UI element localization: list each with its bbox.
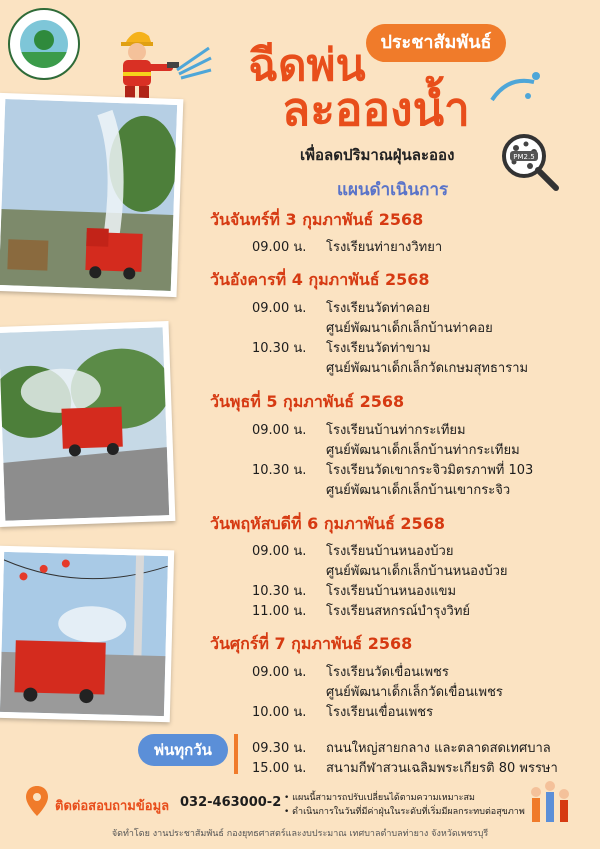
pm25-label: PM2.5 <box>513 153 535 161</box>
contact-phone: 032-463000-2 <box>180 795 282 810</box>
schedule-time: 09.00 น. <box>252 665 307 680</box>
schedule-time: 10.30 น. <box>252 584 307 599</box>
note-item: • ดำเนินการในวันที่มีค่าฝุ่นในระดับที่เริ่มมีผลกระทบต่อสุขภาพ <box>284 807 525 817</box>
people-illustration-icon <box>528 780 578 824</box>
tree-icon <box>34 30 54 50</box>
day-heading-tuesday: วันอังคารที่ 4 กุมภาพันธ์ 2568 <box>210 270 430 289</box>
title-mist: ละอองน้ำ <box>282 82 470 136</box>
plan-title: แผนดำเนินการ <box>337 180 449 200</box>
schedule-time: 09.00 น. <box>252 301 307 316</box>
schedule-place: ศูนย์พัฒนาเด็กเล็กบ้านหนองบ้วย <box>326 564 508 579</box>
daily-time: 15.00 น. <box>252 761 307 776</box>
schedule-time: 11.00 น. <box>252 604 307 619</box>
day-heading-wednesday: วันพุธที่ 5 กุมภาพันธ์ 2568 <box>210 392 405 411</box>
footer-credit: จัดทำโดย งานประชาสัมพันธ์ กองยุทธศาสตร์และงบประมาณ เทศบาลตำบลท่ายาง จังหวัดเพชรบุรี <box>111 829 489 839</box>
schedule-time: 09.00 น. <box>252 240 307 255</box>
note-item: • แผนนี้สามารถปรับเปลี่ยนได้ตามความเหมาะสม <box>284 793 475 803</box>
daily-spray-badge: พ่นทุกวัน <box>138 734 228 766</box>
schedule-place: โรงเรียนวัดเขากระจิวมิตรภาพที่ 103 <box>326 463 534 478</box>
schedule-place: โรงเรียนบ้านหนองบ้วย <box>326 544 454 559</box>
note-text: แผนนี้สามารถปรับเปลี่ยนได้ตามความเหมาะสม <box>292 793 475 803</box>
firefighter-illustration <box>105 22 185 100</box>
day-heading-monday: วันจันทร์ที่ 3 กุมภาพันธ์ 2568 <box>210 210 424 229</box>
daily-divider <box>234 734 238 774</box>
schedule-place: โรงเรียนเขื่อนเพชร <box>326 705 434 720</box>
schedule-place: โรงเรียนวัดท่าขาม <box>326 341 431 356</box>
daily-place: ถนนใหญ่สายกลาง และตลาดสดเทศบาล <box>326 741 551 756</box>
water-splash-icon <box>488 66 544 110</box>
schedule-place: ศูนย์พัฒนาเด็กเล็กบ้านท่ากระเทียม <box>326 443 520 458</box>
schedule-time: 10.30 น. <box>252 341 307 356</box>
schedule-place: โรงเรียนสหกรณ์บำรุงวิทย์ <box>326 604 471 619</box>
logo-emblem <box>20 20 68 68</box>
contact-label: ติดต่อสอบถามข้อมูล <box>55 799 170 814</box>
day-heading-thursday: วันพฤหัสบดีที่ 6 กุมภาพันธ์ 2568 <box>210 514 445 533</box>
water-spray-icon <box>175 42 215 82</box>
schedule-place: ศูนย์พัฒนาเด็กเล็กบ้านท่าคอย <box>326 321 493 336</box>
logo-ground <box>20 52 68 68</box>
location-pin-icon <box>26 786 48 816</box>
subtitle: เพื่อลดปริมาณฝุ่นละออง <box>300 146 455 164</box>
promo-badge: ประชาสัมพันธ์ <box>366 24 506 62</box>
photo-spray-truck-3 <box>0 546 174 723</box>
schedule-time: 09.00 น. <box>252 423 307 438</box>
daily-time: 09.30 น. <box>252 741 307 756</box>
schedule-place: โรงเรียนวัดเขื่อนเพชร <box>326 665 449 680</box>
schedule-place: ศูนย์พัฒนาเด็กเล็กวัดเกษมสุทธาราม <box>326 361 529 376</box>
daily-place: สนามกีฬาสวนเฉลิมพระเกียรติ 80 พรรษา <box>326 761 558 776</box>
photo-spray-truck-1 <box>0 93 183 297</box>
photo-spray-truck-2 <box>0 321 175 527</box>
note-text: ดำเนินการในวันที่มีค่าฝุ่นในระดับที่เริ่มมีผลกระทบต่อสุขภาพ <box>292 807 525 817</box>
schedule-time: 10.30 น. <box>252 463 307 478</box>
schedule-place: โรงเรียนบ้านหนองแขม <box>326 584 457 599</box>
schedule-place: โรงเรียนบ้านท่ากระเทียม <box>326 423 466 438</box>
municipality-logo <box>8 8 80 80</box>
schedule-place: โรงเรียนท่ายางวิทยา <box>326 240 443 255</box>
schedule-place: โรงเรียนวัดท่าคอย <box>326 301 430 316</box>
schedule-time: 09.00 น. <box>252 544 307 559</box>
pm25-magnifier-icon <box>500 132 562 192</box>
day-heading-friday: วันศุกร์ที่ 7 กุมภาพันธ์ 2568 <box>210 634 413 653</box>
title-spray: ฉีดพ่น <box>248 40 366 91</box>
schedule-place: ศูนย์พัฒนาเด็กเล็กวัดเขื่อนเพชร <box>326 685 503 700</box>
schedule-time: 10.00 น. <box>252 705 307 720</box>
schedule-place: ศูนย์พัฒนาเด็กเล็กบ้านเขากระจิว <box>326 483 511 498</box>
